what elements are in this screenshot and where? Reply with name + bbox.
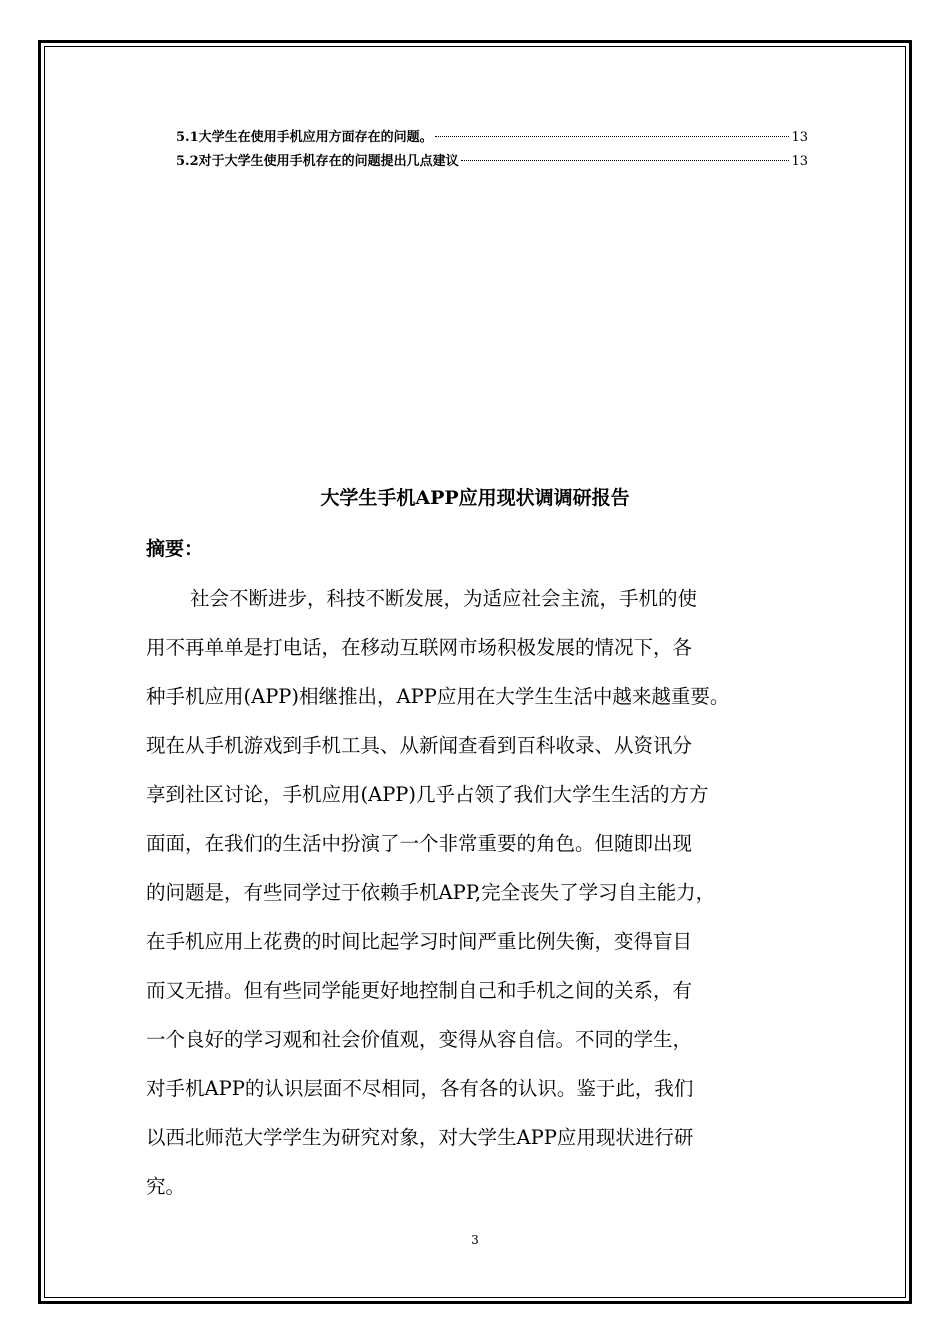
body-line: 面面，在我们的生活中扮演了一个非常重要的角色。但随即出现: [146, 832, 693, 855]
toc-entry[interactable]: [176, 126, 808, 150]
toc-entry-page: 13: [791, 154, 808, 169]
toc-entry-text: 5.2对于大学生使用手机存在的问题提出几点建议: [176, 154, 459, 169]
body-line: 究。: [146, 1175, 186, 1198]
body-line: 现在从手机游戏到手机工具、从新闻查看到百科收录、从资讯分: [146, 734, 693, 757]
body-line: 而又无措。但有些同学能更好地控制自己和手机之间的关系，有: [146, 979, 693, 1002]
abstract-heading: 摘要：: [146, 538, 204, 560]
toc-leader-dots: [461, 160, 790, 161]
body-line: 享到社区讨论，手机应用(APP)几乎占领了我们大学生生活的方方: [146, 783, 709, 806]
toc-entry-page: 13: [791, 130, 808, 145]
page-number: 3: [471, 1233, 479, 1247]
toc-leader-dots: [435, 136, 790, 137]
report-title: 大学生手机APP应用现状调调研报告: [320, 487, 630, 509]
body-line: 的问题是，有些同学过于依赖手机APP,完全丧失了学习自主能力，: [146, 881, 716, 904]
body-line: 在手机应用上花费的时间比起学习时间严重比例失衡，变得盲目: [146, 930, 693, 953]
body-line: 一个良好的学习观和社会价值观，变得从容自信。不同的学生，: [146, 1028, 693, 1051]
body-line: 种手机应用(APP)相继推出，APP应用在大学生生活中越来越重要。: [146, 685, 730, 708]
body-line: 社会不断进步，科技不断发展，为适应社会主流，手机的使: [190, 587, 698, 610]
body-line: 用不再单单是打电话，在移动互联网市场积极发展的情况下，各: [146, 636, 693, 659]
table-of-contents: [176, 126, 808, 174]
body-line: 对手机APP的认识层面不尽相同，各有各的认识。鉴于此，我们: [146, 1077, 694, 1100]
toc-entry[interactable]: [176, 150, 808, 174]
body-line: 以西北师范大学学生为研究对象，对大学生APP应用现状进行研: [146, 1126, 694, 1149]
abstract-body: [146, 580, 826, 1217]
toc-entry-text: 5.1大学生在使用手机应用方面存在的问题。: [176, 130, 433, 145]
